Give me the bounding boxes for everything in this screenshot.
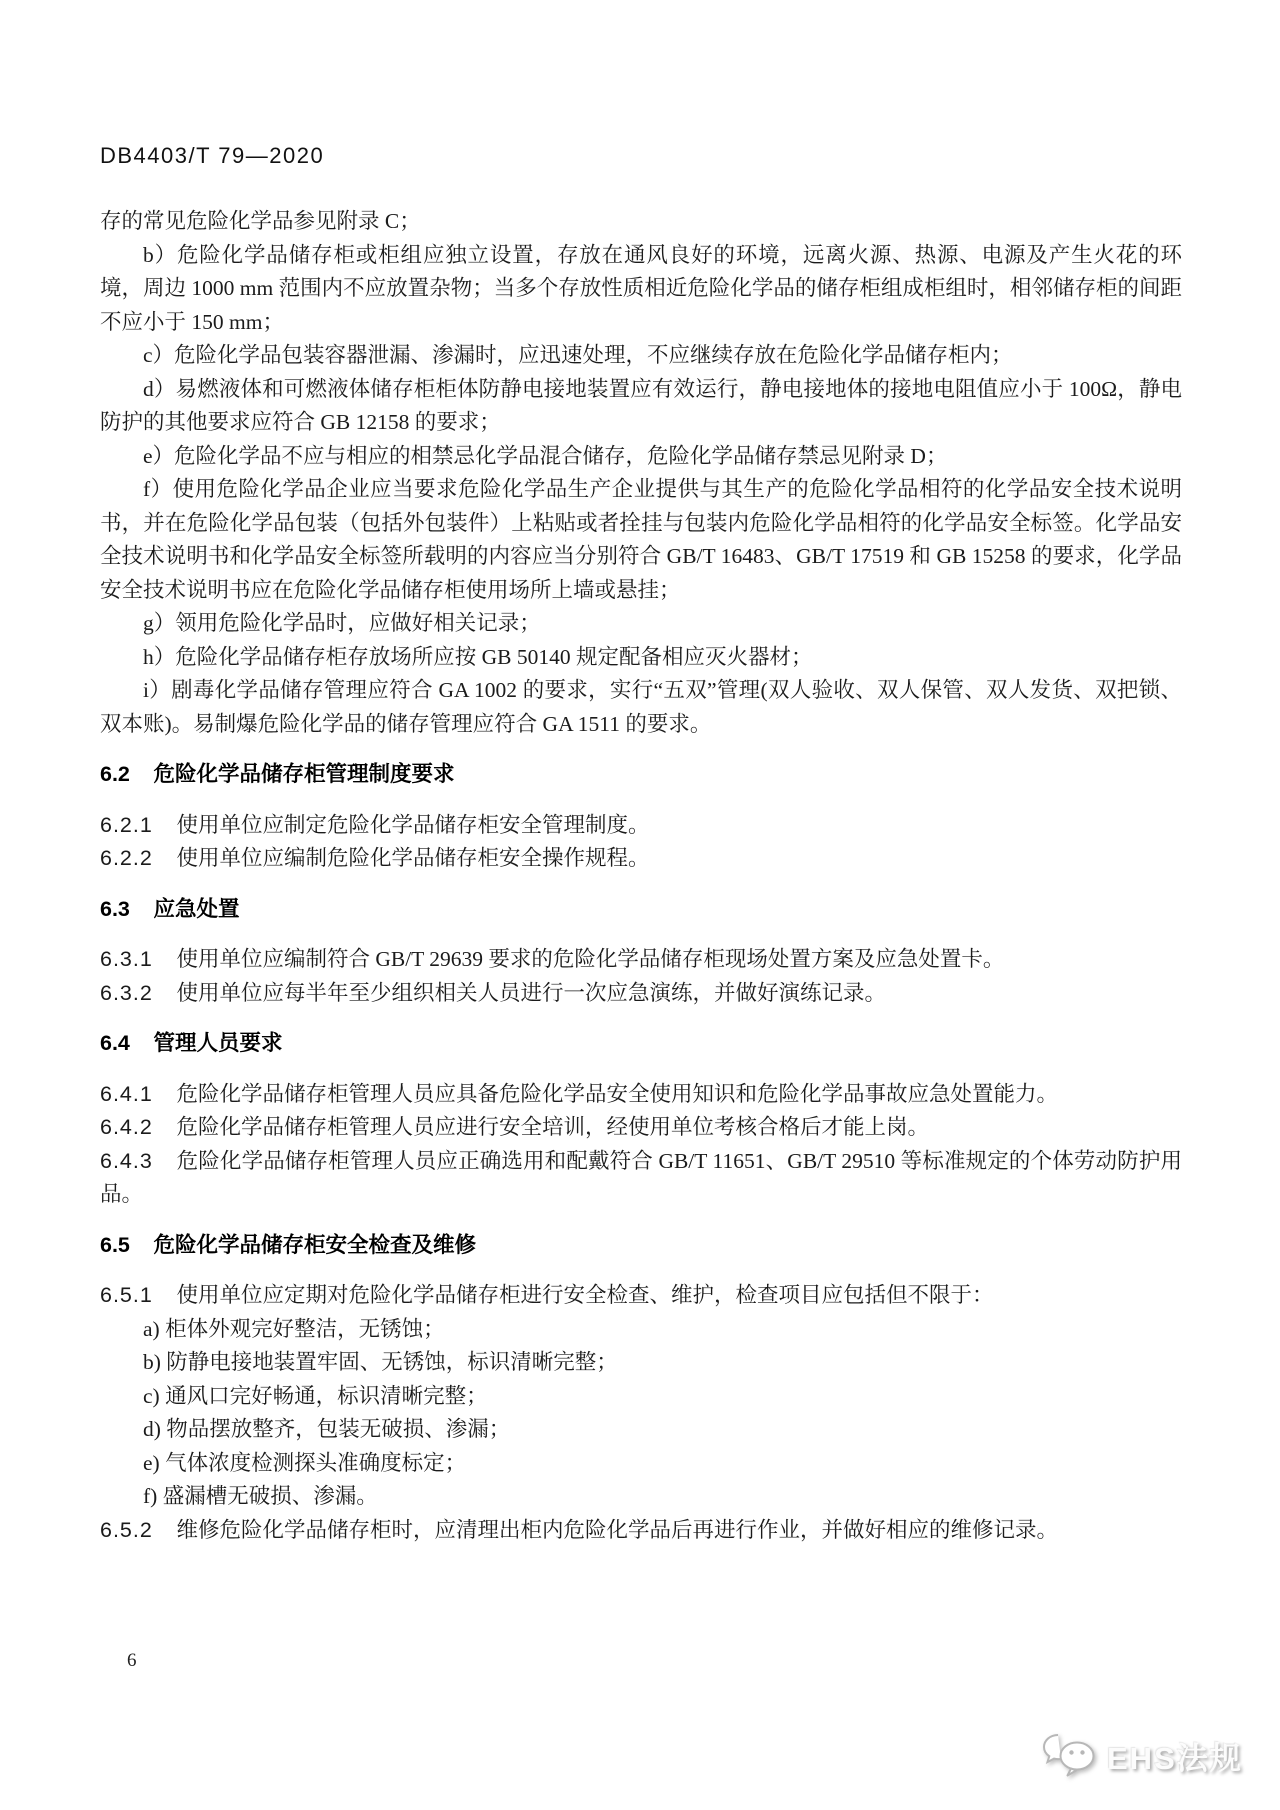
clause-6-4-1 bbox=[100, 1078, 1182, 1112]
document-body bbox=[100, 205, 1182, 1547]
watermark-label: EHS法规 bbox=[1107, 1740, 1243, 1776]
clause-number: 6.4.1 bbox=[100, 1081, 153, 1106]
paragraph-continuation: 存的常见危险化学品参见附录 C； bbox=[100, 209, 421, 233]
paragraph-item-e: e）危险化学品不应与相应的相禁忌化学品混合储存，危险化学品储存禁忌见附录 D； bbox=[143, 443, 948, 468]
clause-6-2-1 bbox=[100, 809, 1182, 843]
section-number: 6.5 bbox=[100, 1232, 130, 1257]
clause-6-5-2 bbox=[100, 1514, 1182, 1548]
clause-text: 使用单位应每半年至少组织相关人员进行一次应急演练，并做好演练记录。 bbox=[176, 980, 886, 1005]
clause-number: 6.5.1 bbox=[100, 1283, 153, 1307]
section-number: 6.4 bbox=[100, 1031, 130, 1055]
clause-text: 使用单位应制定危险化学品储存柜安全管理制度。 bbox=[176, 812, 650, 837]
section-heading-6-4 bbox=[100, 1027, 1182, 1061]
section-heading-6-3 bbox=[100, 893, 1182, 927]
clause-text: 危险化学品储存柜管理人员应正确选用和配戴符合 GB/T 11651、GB/T 29510 等标准规定的个体劳动防护用品。 bbox=[100, 1148, 1182, 1206]
section-number: 6.3 bbox=[100, 896, 130, 921]
clause-number: 6.2.1 bbox=[100, 812, 153, 837]
clause-text: 危险化学品储存柜管理人员应具备危险化学品安全使用知识和危险化学品事故应急处置能力。 bbox=[176, 1081, 1058, 1106]
section-title: 应急处置 bbox=[153, 896, 240, 921]
clause-6-4-2 bbox=[100, 1111, 1182, 1145]
checklist-item-e: e) 气体浓度检测探头准确度标定； bbox=[143, 1450, 467, 1475]
section-title: 危险化学品储存柜安全检查及维修 bbox=[153, 1232, 477, 1257]
checklist-item-a: a) 柜体外观完好整洁，无锈蚀； bbox=[143, 1316, 445, 1341]
checklist-item-f: f) 盛漏槽无破损、渗漏。 bbox=[143, 1484, 378, 1508]
paragraph-item-b: b）危险化学品储存柜或柜组应独立设置，存放在通风良好的环境，远离火源、热源、电源及产生火花的环境，周边 1000 mm 范围内不应放置杂物；当多个存放性质相近危险化学品的储存柜组成柜组时，相邻储存柜的间距不应小于 150 mm； bbox=[100, 242, 1182, 334]
clause-text: 维修危险化学品储存柜时，应清理出柜内危险化学品后再进行作业，并做好相应的维修记录。 bbox=[176, 1517, 1058, 1542]
checklist-item-b: b) 防静电接地装置牢固、无锈蚀，标识清晰完整； bbox=[143, 1350, 618, 1374]
paragraph-item-h: h）危险化学品储存柜存放场所应按 GB 50140 规定配备相应灭火器材； bbox=[143, 644, 813, 669]
clause-6-3-1 bbox=[100, 943, 1182, 977]
section-heading-6-2 bbox=[100, 758, 1182, 792]
clause-number: 6.4.3 bbox=[100, 1148, 153, 1173]
clause-text: 使用单位应编制危险化学品储存柜安全操作规程。 bbox=[176, 846, 650, 870]
clause-number: 6.5.2 bbox=[100, 1517, 153, 1542]
clause-number: 6.4.2 bbox=[100, 1115, 153, 1139]
paragraph-item-c: c）危险化学品包装容器泄漏、渗漏时，应迅速处理，不应继续存放在危险化学品储存柜内； bbox=[143, 343, 1013, 367]
wechat-icon bbox=[1042, 1732, 1098, 1778]
paragraph-item-g: g）领用危险化学品时，应做好相关记录； bbox=[143, 611, 541, 635]
clause-6-4-3 bbox=[100, 1145, 1182, 1212]
paragraph-item-d: d）易燃液体和可燃液体储存柜柜体防静电接地装置应有效运行，静电接地体的接地电阻值应小于 100Ω，静电防护的其他要求应符合 GB 12158 的要求； bbox=[100, 376, 1182, 434]
section-heading-6-5 bbox=[100, 1229, 1182, 1263]
standard-number-header: DB4403/T 79—2020 bbox=[100, 143, 325, 168]
paragraph-item-f: f）使用危险化学品企业应当要求危险化学品生产企业提供与其生产的危险化学品相符的化学品安全技术说明书，并在危险化学品包装（包括外包装件）上粘贴或者拴挂与包装内危险化学品相符的化学品安全标签。化学品安全技术说明书和化学品安全标签所载明的内容应当分别符合 GB/T 16483、GB/T 17519 和 GB 15258 的要求，化学品安全技术说明书应在危险化学品储存柜使用场所上墙或悬挂； bbox=[100, 477, 1182, 602]
clause-number: 6.2.2 bbox=[100, 846, 153, 870]
section-number: 6.2 bbox=[100, 762, 130, 786]
checklist-item-d: d) 物品摆放整齐，包装无破损、渗漏； bbox=[143, 1417, 511, 1441]
section-title: 危险化学品储存柜管理制度要求 bbox=[153, 762, 455, 786]
page-number: 6 bbox=[127, 1650, 137, 1671]
clause-number: 6.3.2 bbox=[100, 980, 153, 1005]
clause-text: 使用单位应编制符合 GB/T 29639 要求的危险化学品储存柜现场处置方案及应急处置卡。 bbox=[176, 947, 1005, 971]
clause-text: 使用单位应定期对危险化学品储存柜进行安全检查、维护，检查项目应包括但不限于： bbox=[176, 1283, 994, 1307]
checklist-item-c: c) 通风口完好畅通，标识清晰完整； bbox=[143, 1383, 488, 1408]
clause-text: 危险化学品储存柜管理人员应进行安全培训，经使用单位考核合格后才能上岗。 bbox=[176, 1115, 929, 1139]
clause-6-3-2 bbox=[100, 977, 1182, 1011]
clause-number: 6.3.1 bbox=[100, 947, 153, 971]
section-title: 管理人员要求 bbox=[153, 1031, 283, 1055]
paragraph-item-i: i）剧毒化学品储存管理应符合 GA 1002 的要求，实行“五双”管理(双人验收、双人保管、双人发货、双把锁、双本账)。易制爆危险化学品的储存管理应符合 GA 1511 的要求。 bbox=[100, 678, 1182, 736]
clause-6-2-2 bbox=[100, 842, 1182, 876]
watermark bbox=[1042, 1732, 1243, 1778]
clause-6-5-1 bbox=[100, 1279, 1182, 1313]
